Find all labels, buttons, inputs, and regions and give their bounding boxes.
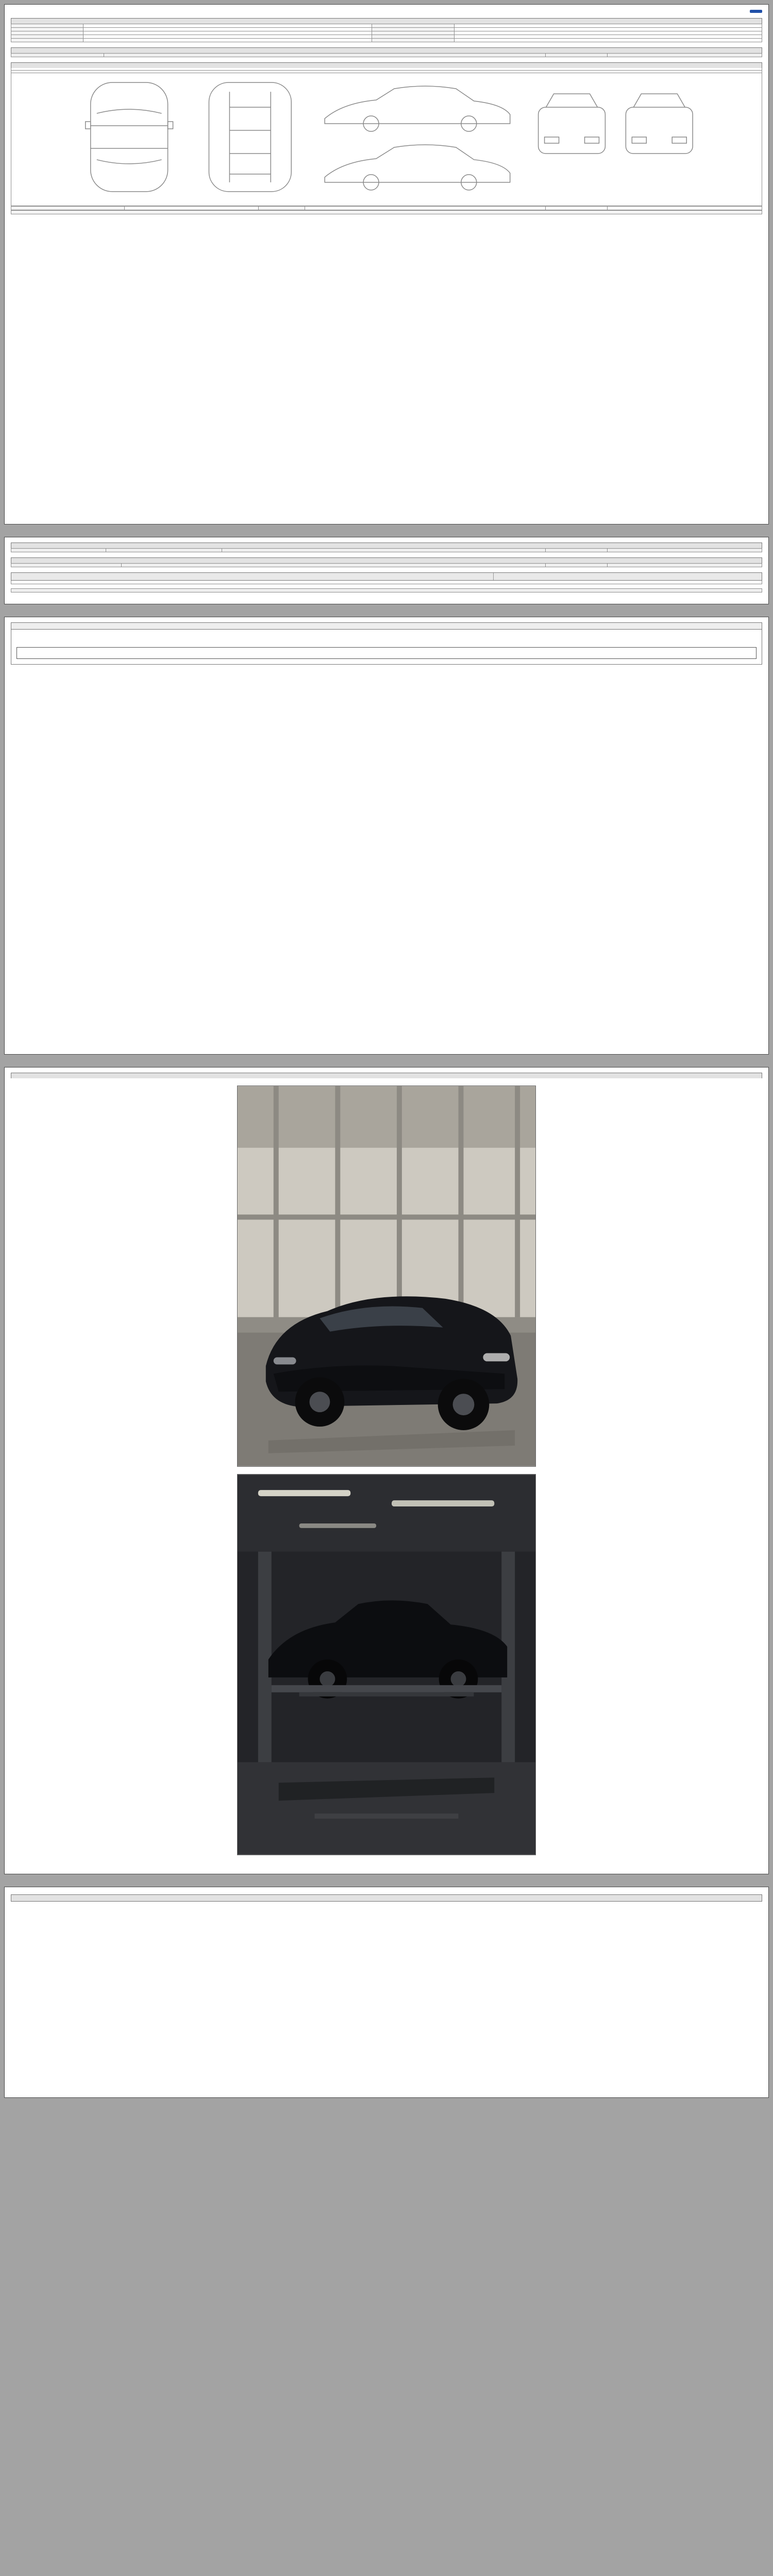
section-basic-info	[11, 18, 762, 24]
etc-table	[11, 563, 762, 567]
opinions-header	[11, 589, 762, 592]
car-name-value	[83, 24, 372, 28]
warranty-label	[372, 39, 455, 42]
opinions-table	[11, 588, 762, 592]
inspection-photo-1-image	[238, 1086, 535, 1466]
etc-col-status	[122, 564, 546, 567]
warranty-options	[455, 39, 762, 42]
overall-col-price	[546, 54, 608, 57]
transmission-options	[455, 31, 762, 35]
detail-table	[11, 548, 762, 552]
final-price-label	[11, 573, 494, 580]
year-value	[83, 28, 372, 31]
overall-col-item	[11, 54, 104, 57]
inspection-photo-1	[237, 1086, 536, 1467]
reg-no-value	[455, 24, 762, 28]
accident-remark-cell	[608, 207, 762, 210]
year-label	[11, 28, 83, 31]
final-price-note	[11, 581, 762, 584]
accident-history-options	[125, 207, 259, 210]
detail-col-remark	[608, 549, 762, 552]
section-etc	[11, 557, 762, 563]
section-overall	[11, 47, 762, 53]
detail-col-device	[11, 549, 106, 552]
simple-repair-label	[259, 207, 305, 210]
overall-col-status	[104, 54, 546, 57]
first-reg-label	[11, 31, 83, 35]
inspection-photo-2	[237, 1474, 536, 1855]
report-page-2	[4, 537, 769, 604]
vin-label	[11, 35, 83, 39]
signature-header	[11, 1894, 762, 1902]
etc-col-item	[11, 564, 122, 567]
overall-col-remark	[608, 54, 762, 57]
final-price-amount	[494, 573, 762, 580]
final-price-bar	[11, 572, 762, 581]
vin-value	[83, 35, 372, 39]
car-diagram-box	[11, 73, 762, 206]
section-accident	[11, 62, 762, 68]
car-diagram	[13, 76, 765, 200]
notice-title	[11, 623, 762, 630]
etc-col-price	[546, 564, 608, 567]
accident-history-table	[11, 206, 762, 210]
etc-col-remark	[608, 564, 762, 567]
report-page-4	[4, 1067, 769, 1874]
basic-info-table	[11, 24, 762, 42]
engine-label	[11, 39, 83, 42]
car-name-label	[11, 24, 83, 28]
report-page-1	[4, 4, 769, 524]
engine-value	[83, 39, 372, 42]
issue-badge	[750, 10, 762, 13]
detail-col-status	[222, 549, 546, 552]
detail-col-price	[546, 549, 608, 552]
exchange-label	[11, 211, 762, 214]
section-detail	[11, 543, 762, 548]
simple-repair-options	[305, 207, 546, 210]
section-photos	[11, 1073, 762, 1078]
first-reg-value	[83, 31, 372, 35]
fuel-label	[372, 35, 455, 39]
exchange-parts-table	[11, 210, 762, 214]
fuel-options	[455, 35, 762, 39]
accident-history-label	[11, 207, 125, 210]
inspection-value	[455, 28, 762, 31]
report-page-5	[4, 1887, 769, 2098]
price-survey-box	[16, 647, 757, 659]
transmission-label	[372, 31, 455, 35]
overall-table	[11, 53, 762, 57]
notice-body	[11, 630, 762, 640]
accident-price-cell	[546, 207, 608, 210]
detail-col-item	[106, 549, 222, 552]
inspection-label	[372, 28, 455, 31]
reg-no-label	[372, 24, 455, 28]
inspection-photo-2-image	[238, 1475, 535, 1855]
notice-box	[11, 622, 762, 665]
report-page-3	[4, 617, 769, 1055]
